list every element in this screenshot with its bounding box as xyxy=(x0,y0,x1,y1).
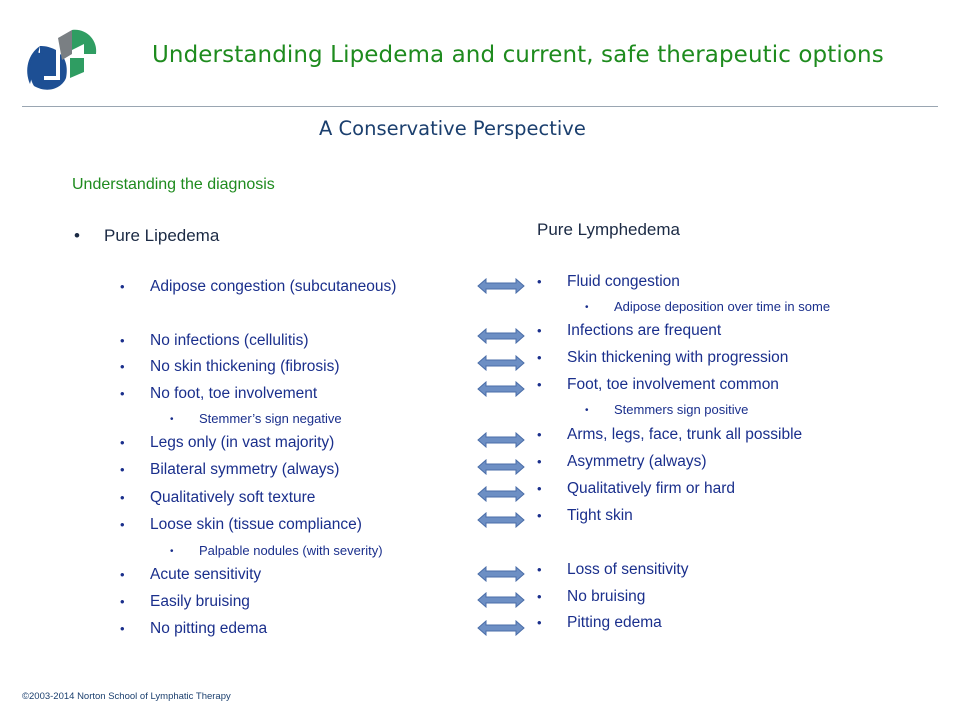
copyright-footer: ©2003-2014 Norton School of Lymphatic Therapy xyxy=(22,691,231,702)
double-arrow-icon xyxy=(477,620,525,636)
right-list-item: • Skin thickening with progression xyxy=(537,349,789,366)
left-list-item: • No infections (cellulitis) xyxy=(120,332,309,349)
left-list-item: • Loose skin (tissue compliance) xyxy=(120,516,362,533)
left-list-subitem: • Palpable nodules (with severity) xyxy=(170,543,383,558)
left-column-heading xyxy=(74,226,219,246)
double-arrow-icon xyxy=(477,486,525,502)
double-arrow-icon xyxy=(477,278,525,294)
left-list-item: • No skin thickening (fibrosis) xyxy=(120,358,340,375)
left-list-subitem: • Stemmer’s sign negative xyxy=(170,411,342,426)
right-list-subitem: • Stemmers sign positive xyxy=(585,402,749,417)
double-arrow-icon xyxy=(477,432,525,448)
left-list-item: • Acute sensitivity xyxy=(120,566,262,583)
double-arrow-icon xyxy=(477,566,525,582)
double-arrow-icon xyxy=(477,592,525,608)
section-title: Understanding the diagnosis xyxy=(72,176,275,193)
left-list-item: • Legs only (in vast majority) xyxy=(120,434,335,451)
left-list-item: • Qualitatively soft texture xyxy=(120,489,316,506)
double-arrow-icon xyxy=(477,355,525,371)
double-arrow-icon xyxy=(477,512,525,528)
right-list-item: • Pitting edema xyxy=(537,614,662,631)
right-list-item: • Asymmetry (always) xyxy=(537,453,707,470)
right-list-item: • Qualitatively firm or hard xyxy=(537,480,735,497)
page-title: Understanding Lipedema and current, safe therapeutic options xyxy=(152,42,884,68)
right-list-item: • Tight skin xyxy=(537,507,633,524)
right-list-item: • Foot, toe involvement common xyxy=(537,376,779,393)
heading-bullet: • xyxy=(74,226,80,245)
right-list-subitem: • Adipose deposition over time in some xyxy=(585,299,831,314)
right-list-item: • No bruising xyxy=(537,588,646,605)
right-list-item: • Loss of sensitivity xyxy=(537,561,689,578)
double-arrow-icon xyxy=(477,459,525,475)
left-list-item: • Adipose congestion (subcutaneous) xyxy=(120,278,397,295)
double-arrow-icon xyxy=(477,328,525,344)
left-list-item: • Bilateral symmetry (always) xyxy=(120,461,340,478)
right-list-item: • Arms, legs, face, trunk all possible xyxy=(537,426,803,443)
double-arrow-icon xyxy=(477,381,525,397)
right-column-heading: Pure Lymphedema xyxy=(537,220,681,239)
right-list-item: • Infections are frequent xyxy=(537,322,722,339)
left-list-item: • No pitting edema xyxy=(120,620,268,637)
left-heading-text: Pure Lipedema xyxy=(104,226,220,245)
norton-school-logo-icon xyxy=(22,24,102,96)
left-list-item: • Easily bruising xyxy=(120,593,250,610)
right-list-item: • Fluid congestion xyxy=(537,273,680,290)
page-subtitle: A Conservative Perspective xyxy=(319,117,586,140)
left-list-item: • No foot, toe involvement xyxy=(120,385,318,402)
title-divider xyxy=(22,106,938,107)
